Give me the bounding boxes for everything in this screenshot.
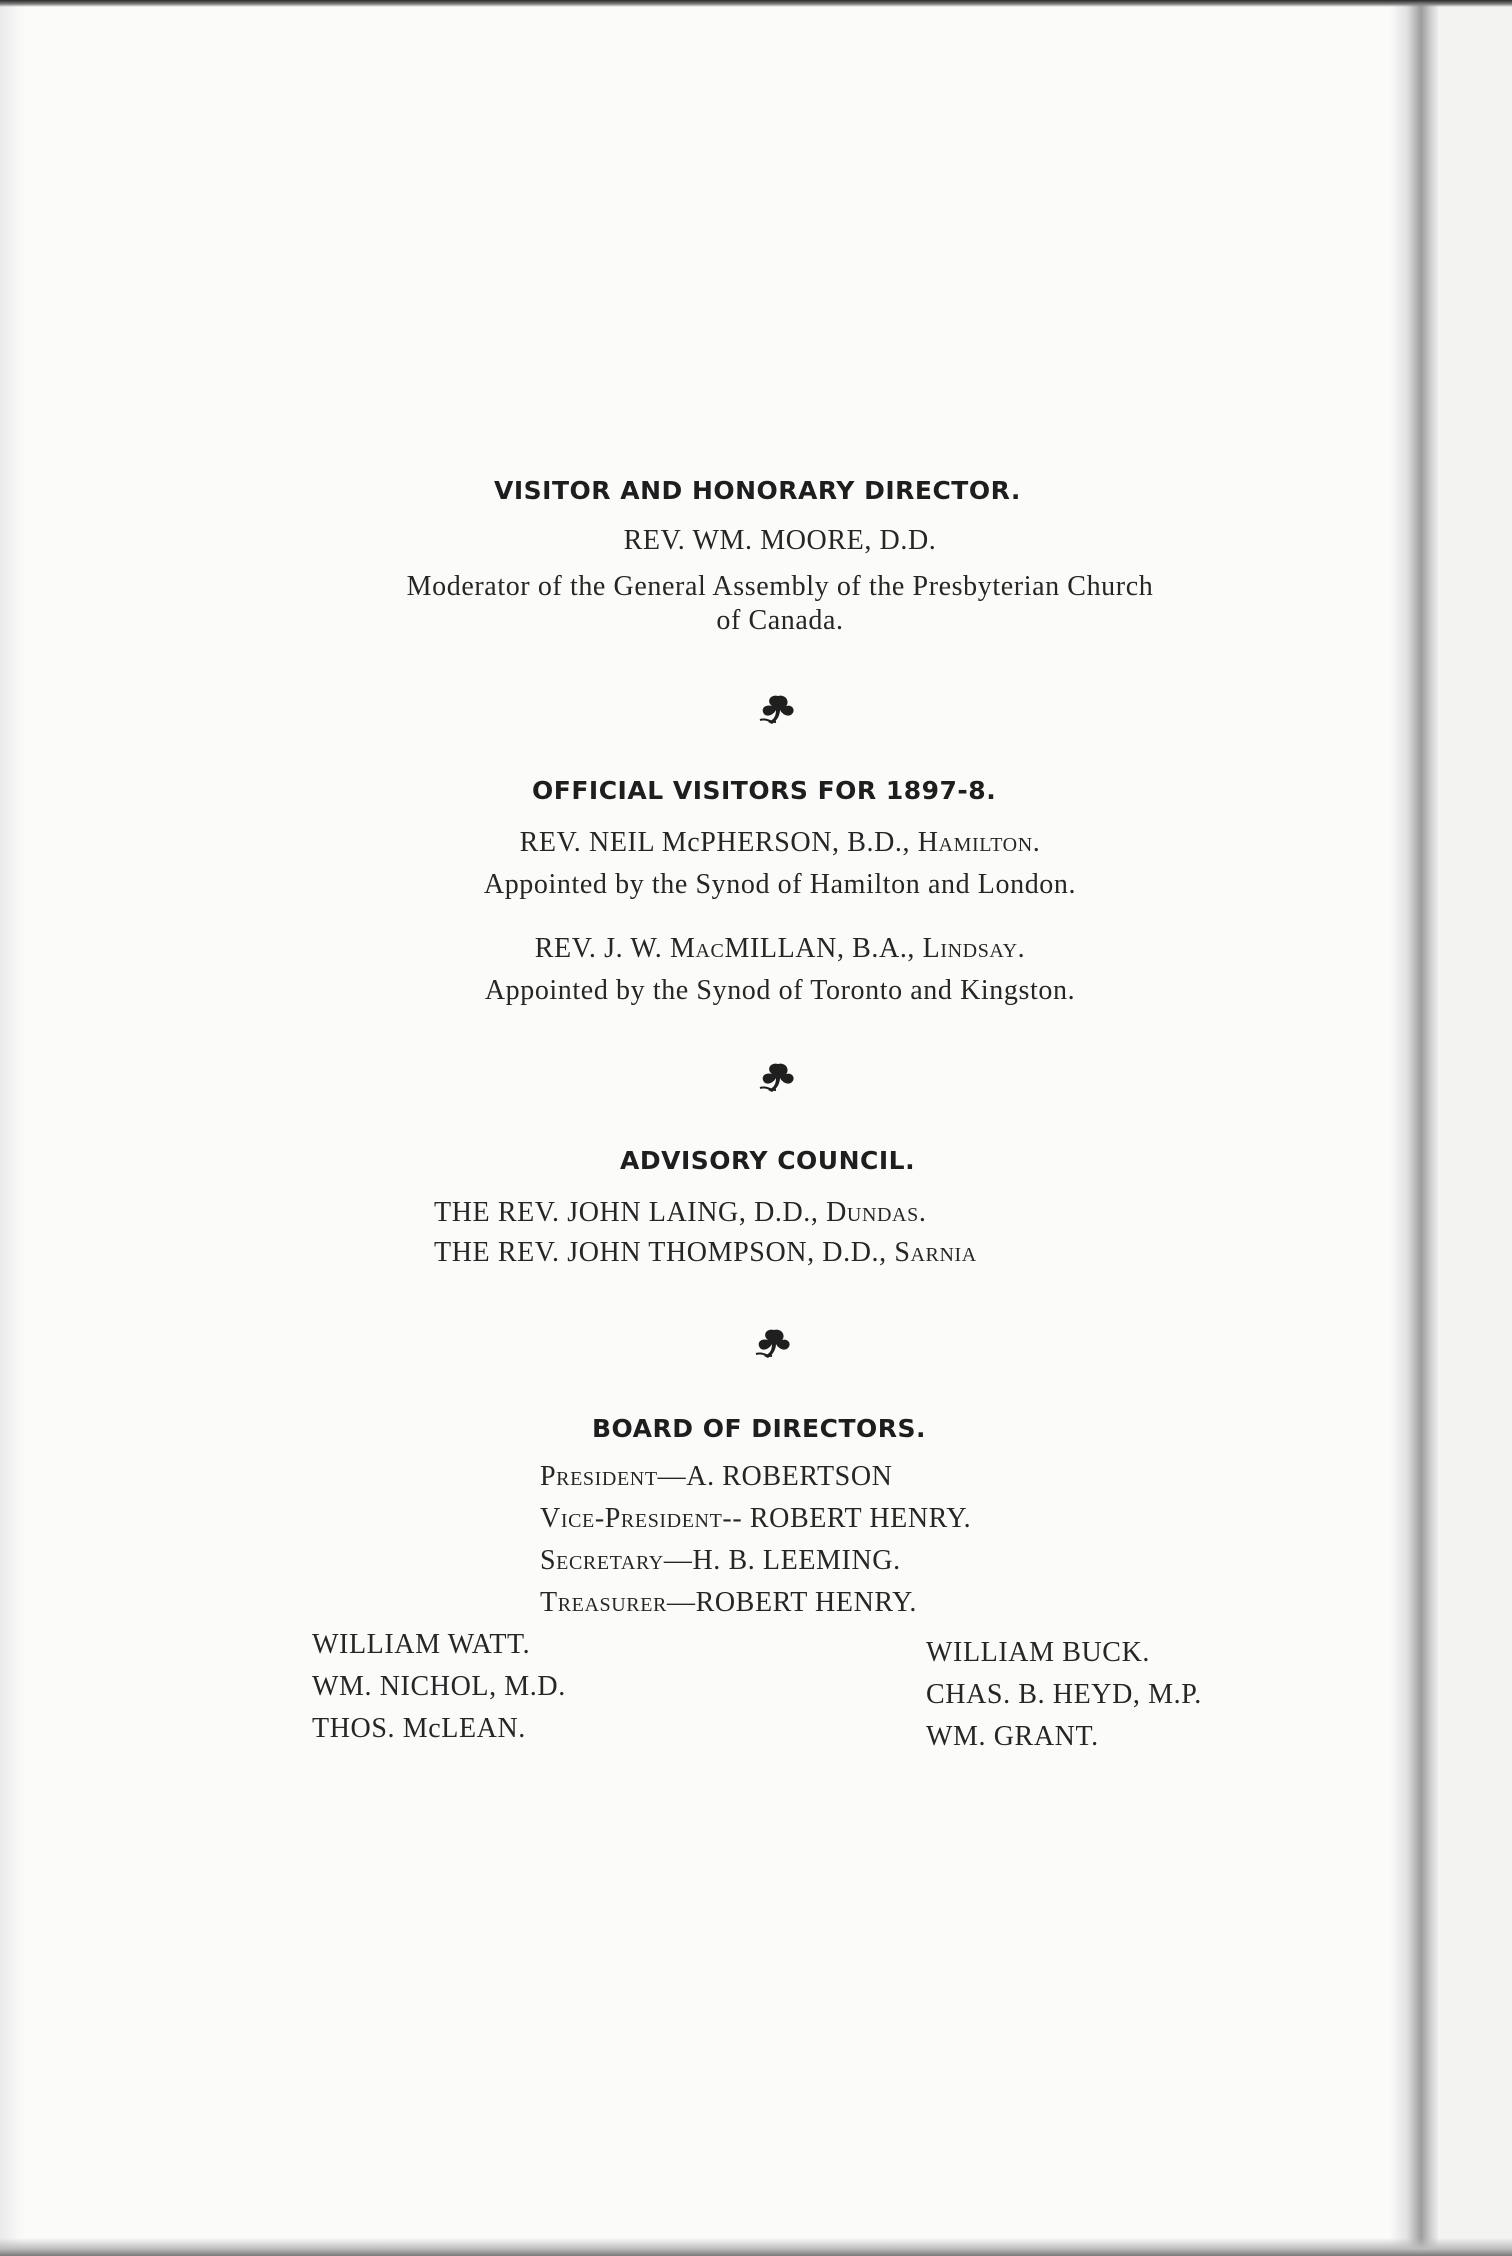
officer-role: Treasurer bbox=[540, 1587, 667, 1618]
official-visitor-2-name-suffix: , B.A., bbox=[836, 933, 923, 964]
visitor-name: REV. WM. MOORE, D.D. bbox=[623, 525, 937, 556]
advisory-member-2-name: THE REV. JOHN THOMPSON, D.D., bbox=[434, 1237, 895, 1268]
officer-secretary bbox=[540, 1544, 901, 1578]
document-page bbox=[22, 0, 1422, 2256]
officer-separator: — bbox=[663, 1545, 693, 1576]
official-visitor-1-place: Hamilton. bbox=[917, 827, 1041, 858]
officer-role: Secretary bbox=[540, 1545, 664, 1576]
visitor-heading: VISITOR AND HONORARY DIRECTOR. bbox=[494, 476, 1021, 505]
advisory-member-1-place: Dundas. bbox=[826, 1197, 927, 1228]
officer-name: ROBERT HENRY. bbox=[695, 1587, 917, 1618]
official-visitor-2-name-mac: MacMILLAN bbox=[669, 933, 837, 964]
officer-president bbox=[540, 1460, 892, 1494]
director-right-1: WILLIAM BUCK. bbox=[926, 1637, 1150, 1668]
officer-separator: -- bbox=[722, 1503, 750, 1534]
official-visitors-heading: OFFICIAL VISITORS FOR 1897-8. bbox=[532, 776, 997, 805]
official-visitor-2-place: Lindsay. bbox=[922, 933, 1026, 964]
official-visitor-2-name-prefix: REV. J. W. bbox=[534, 933, 670, 964]
fleuron-icon bbox=[756, 1060, 800, 1094]
officer-role: Vice-President bbox=[540, 1503, 723, 1534]
advisory-member-1 bbox=[434, 1196, 926, 1230]
officer-name: ROBERT HENRY. bbox=[749, 1503, 972, 1534]
fleuron-icon bbox=[756, 692, 800, 726]
official-visitor-1 bbox=[280, 826, 1280, 860]
officer-treasurer bbox=[540, 1586, 917, 1620]
director-right-3: WM. GRANT. bbox=[926, 1721, 1099, 1752]
officer-name: A. ROBERTSON bbox=[686, 1461, 893, 1492]
advisory-member-2 bbox=[434, 1236, 977, 1270]
official-visitor-1-appointment: Appointed by the Synod of Hamilton and London. bbox=[483, 869, 1077, 900]
official-visitor-2-appointment: Appointed by the Synod of Toronto and Kingston. bbox=[484, 975, 1076, 1006]
visitor-description-line-1: Moderator of the General Assembly of the Presbyterian Church bbox=[406, 571, 1154, 602]
director-left-3: THOS. McLEAN. bbox=[312, 1713, 526, 1744]
official-visitor-1-name: REV. NEIL McPHERSON, B.D., bbox=[519, 827, 918, 858]
facing-page-edge bbox=[1438, 0, 1512, 2256]
officer-role: President bbox=[540, 1461, 658, 1492]
director-right-2: CHAS. B. HEYD, M.P. bbox=[926, 1679, 1202, 1710]
director-left-1: WILLIAM WATT. bbox=[312, 1629, 531, 1660]
board-heading: BOARD OF DIRECTORS. bbox=[592, 1414, 927, 1443]
advisory-member-1-name: THE REV. JOHN LAING, D.D., bbox=[434, 1197, 827, 1228]
fleuron-icon bbox=[752, 1326, 796, 1360]
officer-name: H. B. LEEMING. bbox=[692, 1545, 901, 1576]
director-left-2: WM. NICHOL, M.D. bbox=[312, 1671, 566, 1702]
page-left-edge bbox=[0, 0, 26, 2256]
officer-separator: — bbox=[657, 1461, 687, 1492]
book-gutter-shadow bbox=[1390, 0, 1438, 2256]
scan-top-edge bbox=[0, 0, 1512, 7]
officer-separator: — bbox=[666, 1587, 696, 1618]
advisory-council-heading: ADVISORY COUNCIL. bbox=[620, 1146, 916, 1175]
scan-bottom-edge bbox=[0, 2238, 1512, 2256]
officer-vice-president bbox=[540, 1502, 971, 1536]
official-visitor-2 bbox=[280, 932, 1280, 966]
advisory-member-2-place: Sarnia bbox=[894, 1237, 977, 1268]
visitor-description-line-2: of Canada. bbox=[716, 605, 844, 636]
